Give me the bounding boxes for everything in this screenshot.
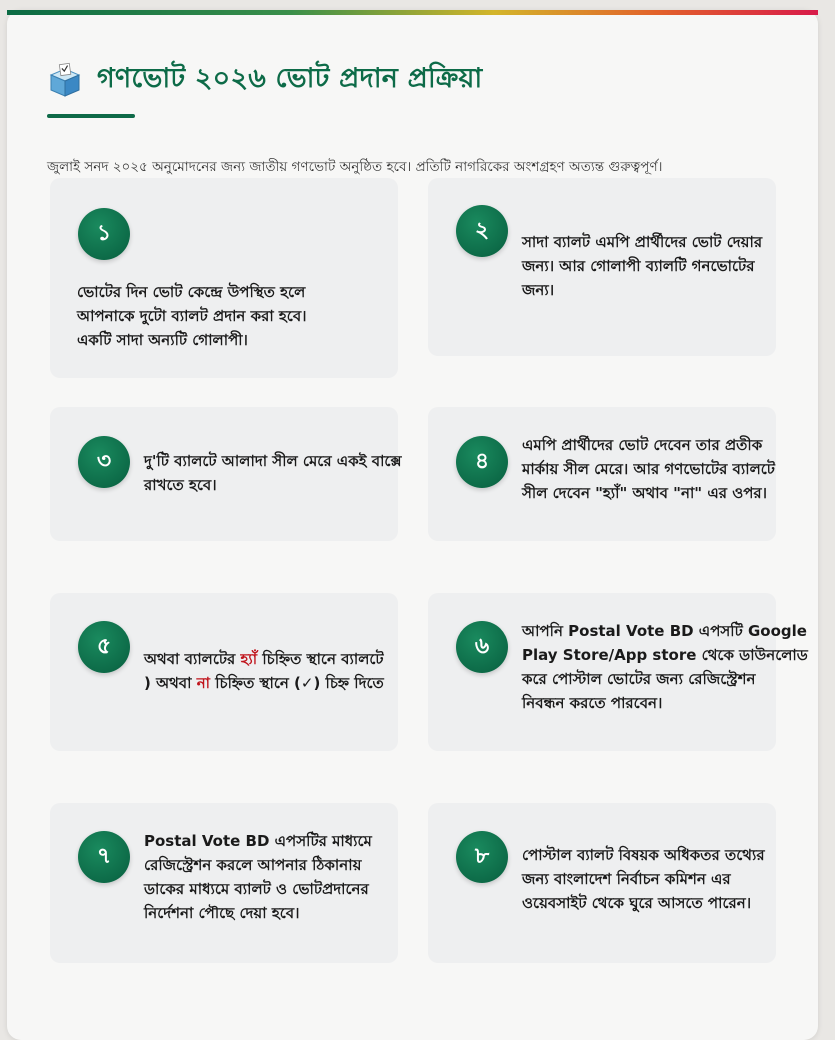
step-line: রাখতে হবে। <box>144 476 217 494</box>
intro-text: জুলাই সনদ ২০২৫ অনুমোদনের জন্য জাতীয় গণভোট অনুষ্ঠিত হবে। প্রতিটি নাগরিকের অংশগ্রহণ অত্যন্ত গুরুত্বপূর্ণ। <box>47 159 663 175</box>
step-number-badge: ৬ <box>456 621 508 673</box>
step-line: জন্য। <box>522 281 555 299</box>
step-line: ভোটের দিন ভোট কেন্দ্রে উপস্থিত হলে <box>77 283 306 301</box>
step-line: পোস্টাল ব্যালট বিষয়ক অধিকতর তথ্যের <box>522 846 765 864</box>
step-line: Play Store/App store থেকে ডাউনলোড <box>522 646 808 664</box>
step-line: জন্য বাংলাদেশ নির্বাচন কমিশন এর <box>522 870 731 888</box>
step-card-4 <box>428 407 776 541</box>
step-text <box>522 230 762 302</box>
step-text <box>77 280 307 352</box>
step-number-badge: ২ <box>456 205 508 257</box>
step-line: অথবা ব্যালটের হ্যাঁ চিহ্নিত স্থানে ব্যালটে <box>144 650 384 668</box>
step-line: Postal Vote BD এপসটির মাধ্যমে <box>144 832 372 850</box>
step-number-badge: ১ <box>78 208 130 260</box>
step-line: ডাকের মাধ্যমে ব্যালট ও ভোটপ্রদানের <box>144 880 369 898</box>
ballot-box-icon <box>47 63 83 97</box>
step-line: সীল দেবেন "হ্যাঁ" অথাব "না" এর ওপর। <box>522 484 768 502</box>
no-highlight: না <box>196 674 211 692</box>
main-card <box>7 10 818 1040</box>
step-number-badge: ৩ <box>78 436 130 488</box>
step-text <box>522 433 775 505</box>
step-card-3 <box>50 407 402 541</box>
step-card-5 <box>50 593 398 751</box>
step-number-badge: ৫ <box>78 621 130 673</box>
step-line: করে পোস্টাল ভোটের জন্য রেজিস্ট্রেশন <box>522 670 756 688</box>
step-line: ) অথবা না চিহ্নিত স্থানে (✓) চিহ্ন দিতে <box>144 674 384 692</box>
step-number-badge: ৭ <box>78 831 130 883</box>
step-line: রেজিস্ট্রেশন করলে আপনার ঠিকানায় <box>144 856 362 874</box>
step-card-2 <box>428 178 776 356</box>
step-text <box>522 619 808 715</box>
step-line: জন্য। আর গোলাপী ব্যালটি গনভোটের <box>522 257 755 275</box>
step-card-6 <box>428 593 808 751</box>
title-row <box>47 60 482 100</box>
step-line: মার্কায় সীল মেরে। আর গণভোটের ব্যালটে <box>522 460 775 478</box>
step-line: সাদা ব্যালট এমপি প্রার্থীদের ভোট দেয়ার <box>522 233 763 251</box>
step-card-8 <box>428 803 776 963</box>
step-card-1 <box>50 178 398 378</box>
step-line: এমপি প্রার্থীদের ভোট দেবেন তার প্রতীক <box>522 436 763 454</box>
step-line: আপনাকে দুটো ব্যালট প্রদান করা হবে। <box>77 307 307 325</box>
step-line: নির্দেশনা পৌছে দেয়া হবে। <box>144 904 300 922</box>
step-line: নিবন্ধন করতে পারবেন। <box>522 694 663 712</box>
step-line: ওয়েবসাইট থেকে ঘুরে আসতে পারেন। <box>522 894 752 912</box>
step-text <box>144 647 384 695</box>
step-text <box>522 843 765 915</box>
gradient-top-bar <box>7 10 818 15</box>
step-card-7 <box>50 803 398 963</box>
step-number-badge: ৮ <box>456 831 508 883</box>
title-underline <box>47 114 135 118</box>
step-text <box>144 449 401 497</box>
step-line: আপনি Postal Vote BD এপসটি Google <box>522 622 807 640</box>
step-text <box>144 829 372 925</box>
step-line: দু'টি ব্যালটে আলাদা সীল মেরে একই বাক্সে <box>144 452 402 470</box>
step-number-badge: ৪ <box>456 436 508 488</box>
page-title: গণভোট ২০২৬ ভোট প্রদান প্রক্রিয়া <box>97 62 483 94</box>
yes-highlight: হ্যাঁ <box>240 650 258 668</box>
step-line: একটি সাদা অন্যটি গোলাপী। <box>77 331 248 349</box>
